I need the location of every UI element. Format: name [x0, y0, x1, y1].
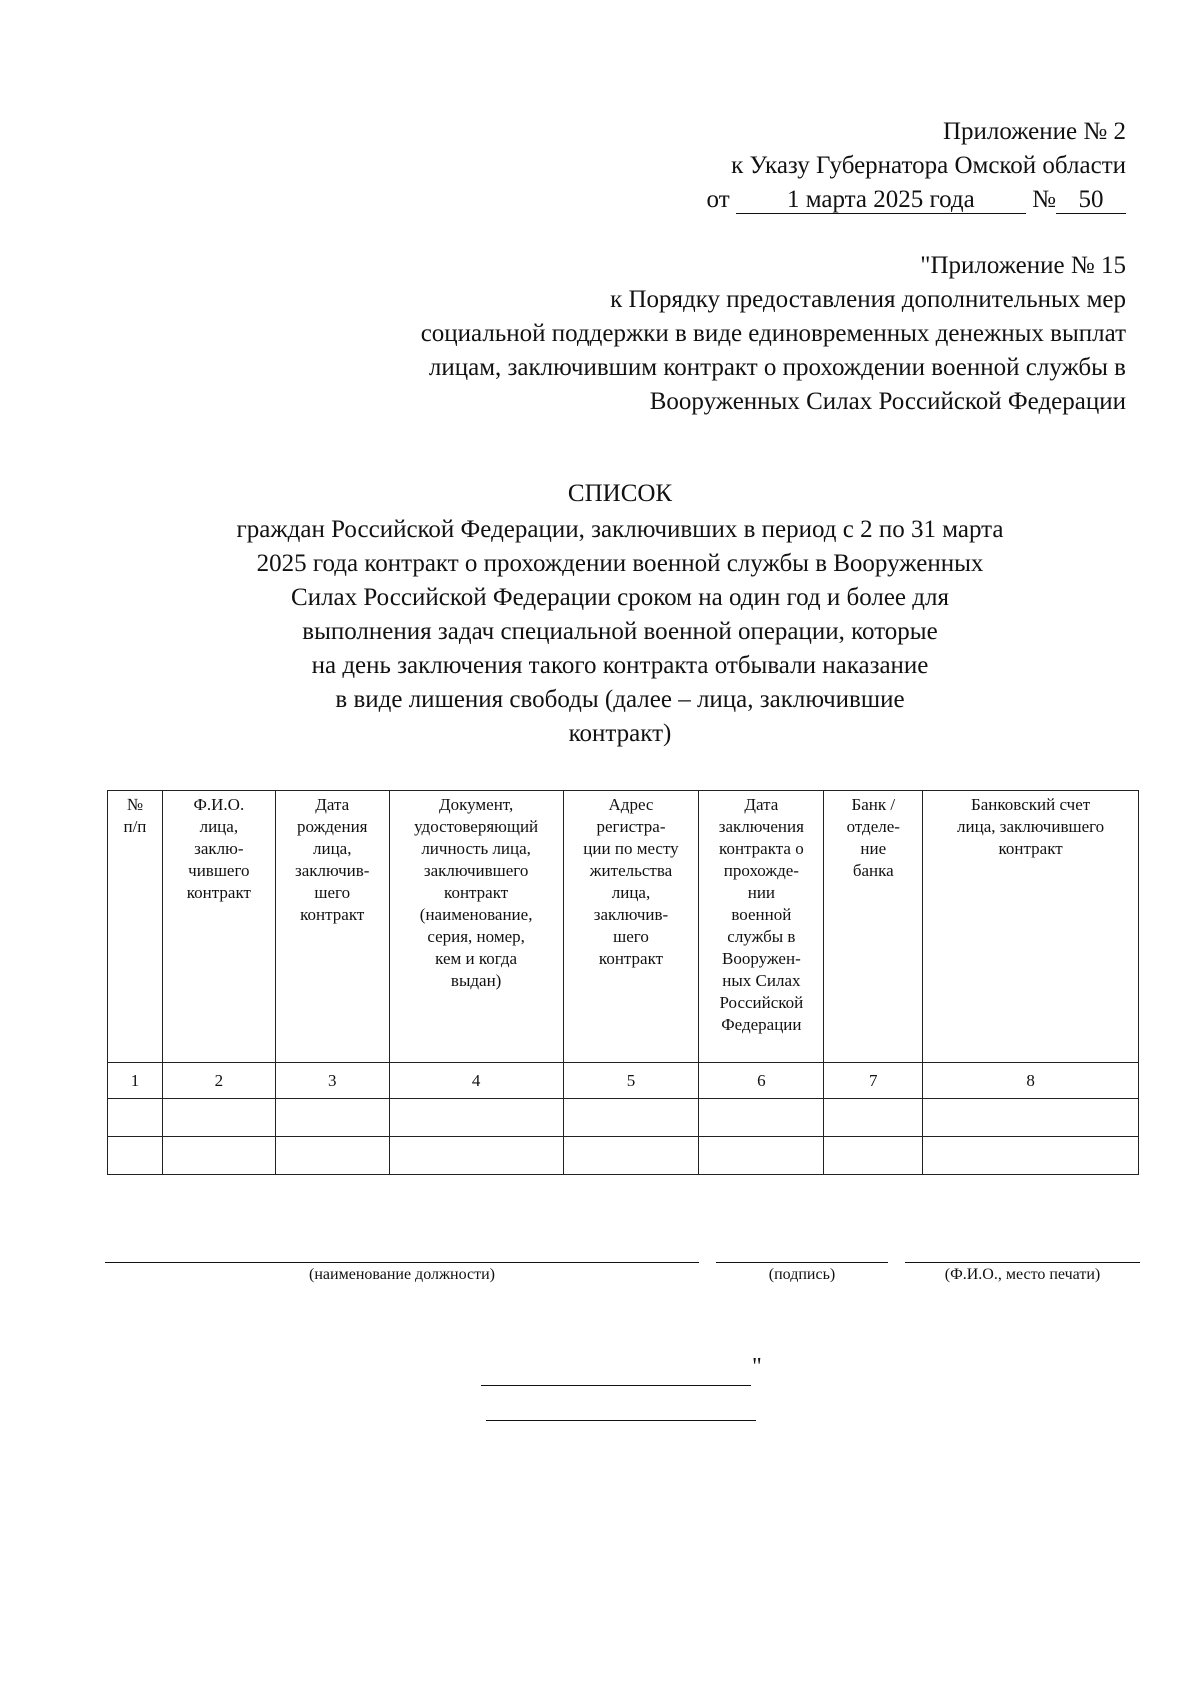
name-signature-line: [905, 1262, 1140, 1263]
decree-reference: к Указу Губернатора Омской области: [731, 152, 1126, 179]
persons-table: [107, 790, 1139, 1175]
closing-line-1: [481, 1385, 751, 1386]
column-header-line: удостоверяющий: [414, 817, 539, 836]
column-header-line: Банк /: [851, 795, 896, 814]
name-caption: (Ф.И.О., место печати): [944, 1266, 1101, 1283]
table-cell: [108, 1099, 163, 1137]
column-header-line: службы в: [727, 927, 796, 946]
title-line: контракт): [568, 720, 672, 747]
column-header-line: Вооружен-: [722, 949, 801, 968]
column-header-line: ции по месту: [583, 839, 679, 858]
column-header-line: ных Силах: [722, 971, 801, 990]
column-header-registration-address: [563, 791, 699, 1063]
column-header-line: шего: [314, 883, 351, 902]
signature-line: [716, 1262, 888, 1263]
table-cell: [563, 1099, 699, 1137]
column-header-line: ние: [860, 839, 887, 858]
column-header-line: лица,: [611, 883, 651, 902]
column-header-line: контракта о: [719, 839, 804, 858]
closing-line-2: [486, 1420, 756, 1421]
column-header-line: контракт: [300, 905, 365, 924]
column-header-line: кем и когда: [435, 949, 518, 968]
position-caption: (наименование должности): [309, 1266, 495, 1283]
table-cell: [275, 1137, 389, 1175]
table-cell: [162, 1099, 275, 1137]
document-title: СПИСОК: [567, 480, 673, 507]
position-signature-line: [105, 1262, 699, 1263]
from-label: от: [706, 186, 730, 213]
column-header-line: Документ,: [439, 795, 514, 814]
decree-date: 1 марта 2025 года: [736, 187, 1026, 214]
table-cell: [699, 1137, 824, 1175]
column-header-line: регистра-: [596, 817, 666, 836]
column-header-bank-account: [923, 791, 1139, 1063]
column-header-line: лица,: [312, 839, 352, 858]
column-header-line: п/п: [123, 817, 147, 836]
column-header-line: банка: [852, 861, 894, 880]
column-header-line: выдан): [450, 971, 502, 990]
closing-quote: ": [752, 1354, 762, 1380]
table-row: [108, 1099, 1139, 1137]
column-header-line: контракт: [186, 883, 251, 902]
column-header-line: жительства: [589, 861, 673, 880]
appendix-block-line: социальной поддержки в виде единовременных денежных выплат: [420, 320, 1126, 347]
title-line: 2025 года контракт о прохождении военной службы в Вооруженных: [256, 550, 984, 577]
column-header-line: чившего: [188, 861, 250, 880]
column-header-line: нии: [747, 883, 776, 902]
table-cell: [824, 1099, 923, 1137]
column-header-identity-document: [389, 791, 563, 1063]
decree-date-line: [707, 186, 1126, 214]
column-numbers-row: [108, 1063, 1139, 1099]
column-header-line: прохожде-: [723, 861, 799, 880]
column-header-line: заключив-: [593, 905, 669, 924]
column-header-line: Банковский счет: [971, 795, 1091, 814]
table-cell: [563, 1137, 699, 1175]
column-number: 4: [389, 1063, 563, 1099]
column-header-line: Дата: [744, 795, 779, 814]
column-header-line: отделе-: [846, 817, 900, 836]
column-header-line: (наименование,: [419, 905, 533, 924]
table-cell: [162, 1137, 275, 1175]
table-cell: [699, 1099, 824, 1137]
column-number: 5: [563, 1063, 699, 1099]
table-cell: [923, 1137, 1139, 1175]
column-header-line: заключив-: [295, 861, 370, 880]
number-label: №: [1032, 186, 1056, 213]
column-header-line: Ф.И.О.: [193, 795, 245, 814]
appendix-number: Приложение № 2: [942, 118, 1126, 145]
appendix-block-line: к Порядку предоставления дополнительных мер: [610, 286, 1126, 313]
table-cell: [824, 1137, 923, 1175]
column-header-line: шего: [613, 927, 649, 946]
title-line: в виде лишения свободы (далее – лица, заключившие: [335, 686, 905, 713]
signature-caption: (подпись): [768, 1266, 836, 1283]
column-header-line: заклю-: [194, 839, 244, 858]
column-header-line: заключившего: [423, 861, 529, 880]
column-header-line: военной: [731, 905, 792, 924]
column-number: 1: [108, 1063, 163, 1099]
column-header-line: заключения: [718, 817, 804, 836]
appendix-block-line: лицам, заключившим контракт о прохождении военной службы в: [428, 354, 1126, 381]
column-number: 7: [824, 1063, 923, 1099]
column-header-line: Федерации: [721, 1015, 802, 1034]
column-header-line: Адрес: [608, 795, 654, 814]
title-line: на день заключения такого контракта отбывали наказание: [311, 652, 929, 679]
title-line: граждан Российской Федерации, заключивших в период с 2 по 31 марта: [236, 516, 1004, 543]
column-header-line: №: [126, 795, 144, 814]
title-line: выполнения задач специальной военной операции, которые: [302, 618, 938, 645]
column-header-number: [108, 791, 163, 1063]
column-header-bank: [824, 791, 923, 1063]
column-header-line: рождения: [296, 817, 368, 836]
decree-number: 50: [1056, 187, 1126, 214]
column-header-line: серия, номер,: [427, 927, 525, 946]
column-number: 3: [275, 1063, 389, 1099]
column-number: 2: [162, 1063, 275, 1099]
column-header-line: контракт: [444, 883, 509, 902]
table-row: [108, 1137, 1139, 1175]
table-cell: [389, 1137, 563, 1175]
column-number: 6: [699, 1063, 824, 1099]
table-header-row: [108, 791, 1139, 1063]
column-header-line: лица,: [199, 817, 239, 836]
column-header-line: контракт: [998, 839, 1063, 858]
appendix-block-line: "Приложение № 15: [920, 252, 1126, 279]
column-header-full-name: [162, 791, 275, 1063]
column-header-line: лица, заключившего: [957, 817, 1105, 836]
title-line: Силах Российской Федерации сроком на один год и более для: [291, 584, 949, 611]
table-cell: [923, 1099, 1139, 1137]
column-number: 8: [923, 1063, 1139, 1099]
column-header-line: личность лица,: [421, 839, 531, 858]
table-cell: [389, 1099, 563, 1137]
column-header-line: контракт: [598, 949, 664, 968]
appendix-block-line: Вооруженных Силах Российской Федерации: [649, 388, 1126, 415]
column-header-line: Дата: [315, 795, 350, 814]
table-cell: [275, 1099, 389, 1137]
column-header-line: Российской: [719, 993, 804, 1012]
column-header-birth-date: [275, 791, 389, 1063]
column-header-contract-date: [699, 791, 824, 1063]
table-cell: [108, 1137, 163, 1175]
